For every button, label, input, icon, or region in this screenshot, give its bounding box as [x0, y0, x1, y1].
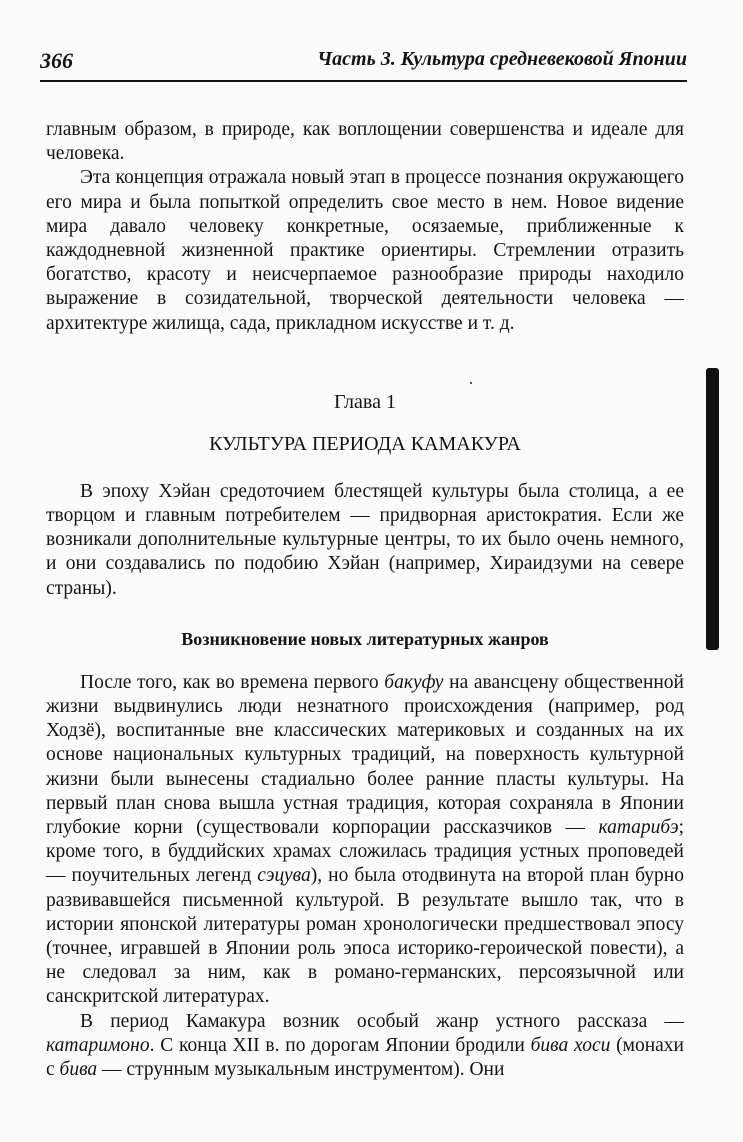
- scan-speck: [470, 382, 472, 384]
- running-title: Часть 3. Культура средневековой Японии: [317, 48, 687, 70]
- text-run: После того, как во времена первого: [80, 671, 385, 693]
- text-run: ; кроме того, в буддийских храмах сложилась традиция устных проповедей — поучительных легенд: [46, 817, 684, 887]
- chapter-title: КУЛЬТУРА ПЕРИОДА КАМАКУРА: [209, 432, 521, 455]
- page-number: 366: [40, 48, 73, 73]
- paragraph-continuation: главным образом, в природе, как воплощении совершенства и идеале для человека.: [46, 119, 684, 165]
- text-run: В период Камакура возник особый жанр устного рассказа —: [80, 1010, 684, 1032]
- section-heading: Возникновение новых литературных жанров: [181, 628, 549, 649]
- term-biwa: бива: [59, 1059, 98, 1081]
- text-run: (монахи с: [46, 1034, 684, 1081]
- text-run: на авансцену общественной жизни выдвинулись люди незнатного происхождения (например, род Ходзё), воспитанные вне классических материковых и созданных на их основе национальных культурных традиций, на поверхность культурной жизни были вынесены стадиально более ранние пласты культуры. На первый план снова вышла устная традиция, которая сохраняла в Японии глубокие корни (существовали корпорации рассказчиков —: [46, 671, 684, 839]
- page-header: [40, 48, 687, 78]
- page-body: [46, 118, 684, 1082]
- term-kataribe: катарибэ: [598, 817, 679, 839]
- term-biwa-hoshi: бива хоси: [530, 1034, 611, 1056]
- chapter-label: Глава 1: [334, 390, 396, 413]
- text-run: — струнным музыкальным инструментом). Они: [97, 1059, 505, 1081]
- text-run: ), но была отодвинута на второй план бурно развивавшейся письменной культурой. В результате вышло так, что в истории японской литературы роман хронологически предшествовал эпосу (точнее, игравшей в Японии роль эпоса историко-героической повести), а не следовал за ним, как в романо-германских, персоязычной или санскритской литературах.: [46, 865, 684, 1008]
- term-bakufu: бакуфу: [384, 671, 444, 693]
- paragraph-katarimono: [46, 1010, 684, 1083]
- paragraph-concept: Эта концепция отражала новый этап в процессе познания окружающего его мира и была попыткой определить свое место в нем. Новое видение мира давало человеку конкретные, осязаемые, приближенные к каждодневной жизненной практике ориентиры. Стремлении отразить богатство, красоту и неисчерпаемое разнообразие природы находило выражение в созидательной, творческой деятельности человека — архитектуре жилища, сада, прикладном искусстве и т. д.: [46, 167, 684, 334]
- term-setsuwa: сэцува: [257, 865, 311, 887]
- margin-scan-bar: [706, 368, 719, 650]
- paragraph-oral-tradition: [46, 671, 684, 1010]
- header-rule: [40, 80, 687, 82]
- term-katarimono: катаримоно: [46, 1034, 150, 1056]
- chapter-intro-paragraph: В эпоху Хэйан средоточием блестящей культуры была столица, а ее творцом и главным потребителем — придворная аристократия. Если же возникали дополнительные культурные центры, то их было очень немного, и они создавались по подобию Хэйан (например, Хираидзуми на севере страны).: [46, 480, 684, 599]
- text-run: . С конца XII в. по дорогам Японии бродили: [149, 1034, 531, 1056]
